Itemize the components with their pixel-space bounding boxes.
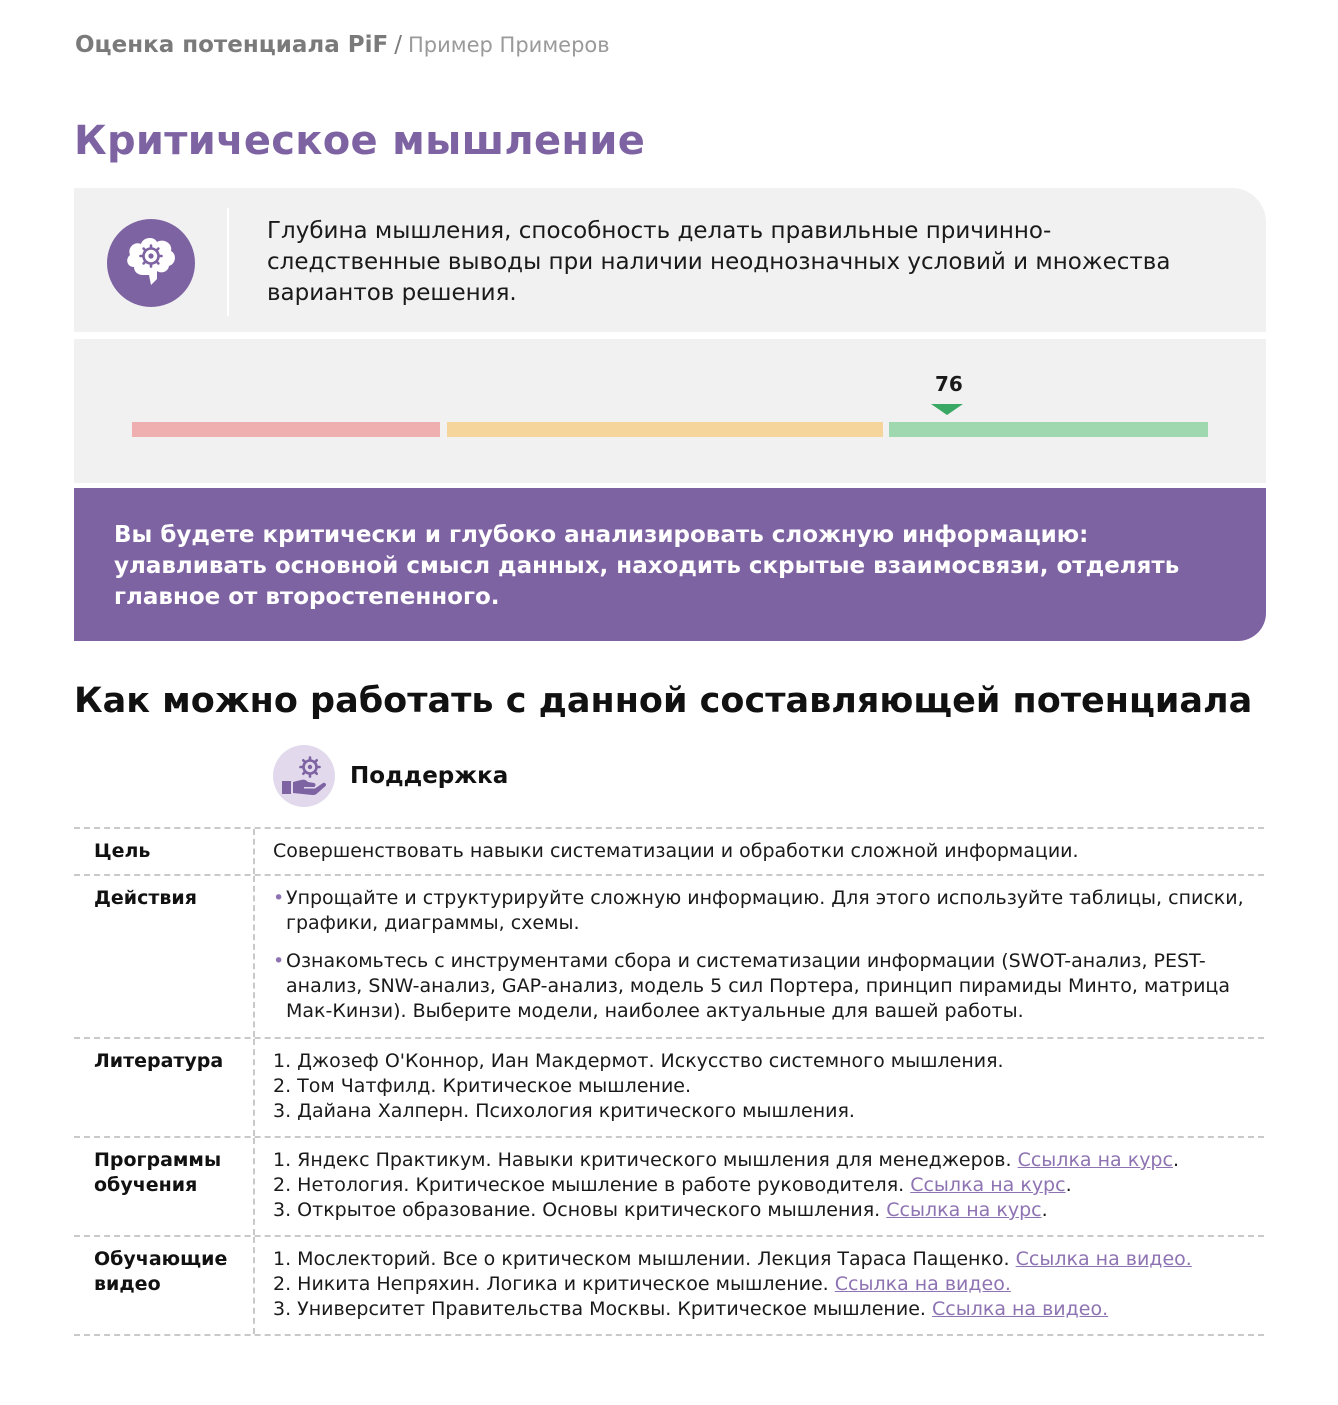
scale-segment-medium [447,422,883,437]
recommendations-table [74,827,1264,1336]
punctuation: . [1172,1149,1179,1171]
program-text: 3. Открытое образование. Основы критического мышления. [273,1199,887,1221]
row-label: Программы обучения [94,1149,222,1196]
video-text: 1. Мослекторий. Все о критическом мышлении. Лекция Тараса Пащенко. [273,1248,1016,1270]
row-label: Действия [94,887,197,909]
video-text: 2. Никита Непряхин. Логика и критическое мышление. [273,1273,835,1295]
column-divider [253,1237,255,1334]
breadcrumb [75,32,610,58]
support-label: Поддержка [350,763,509,789]
hand-gear-icon [273,745,335,807]
video-link[interactable]: Ссылка на видео. [1015,1248,1192,1270]
course-link[interactable]: Ссылка на курс [1017,1149,1173,1171]
description-divider [227,208,229,316]
list-item [273,1173,1248,1198]
list-item [273,886,1248,936]
course-link[interactable]: Ссылка на курс [886,1199,1042,1221]
column-divider [253,876,255,1037]
videos-list [273,1247,1248,1322]
table-row-videos [74,1235,1264,1336]
row-label: Цель [94,840,151,862]
list-item [273,949,1248,1024]
actions-list [273,886,1248,1024]
list-item [273,1247,1248,1272]
scale-segment-high [889,422,1208,437]
score-marker [931,404,963,415]
column-divider [253,829,255,874]
video-link[interactable]: Ссылка на видео. [834,1273,1011,1295]
column-divider [253,1039,255,1136]
result-box [74,488,1266,641]
list-item: 1. Джозеф О'Коннор, Иан Макдермот. Искусство системного мышления. [273,1050,1004,1072]
section-title: Как можно работать с данной составляющей потенциала [74,681,1253,721]
list-item [273,1297,1248,1322]
goal-text: Совершенствовать навыки систематизации и обработки сложной информации. [273,840,1079,862]
brain-gear-icon [107,219,195,307]
description-card [74,188,1266,332]
list-item: 2. Том Чатфилд. Критическое мышление. [273,1075,692,1097]
scale-segment-low [132,422,440,437]
list-item [273,1198,1248,1223]
list-item [273,1272,1248,1297]
row-label: Обучающие видео [94,1248,228,1295]
program-text: 2. Нетология. Критическое мышление в работе руководителя. [273,1174,911,1196]
person-name: Пример Примеров [408,33,610,57]
result-text: Вы будете критически и глубоко анализировать сложную информацию: улавливать основной смысл данных, находить скрытые взаимосвязи, отделять главное от второстепенного. [114,522,1180,610]
bullet-icon: • [273,950,285,972]
score-card [74,339,1266,483]
action-text: Упрощайте и структурируйте сложную информацию. Для этого используйте таблицы, списки, графики, диаграммы, схемы. [286,887,1244,934]
video-link[interactable]: Ссылка на видео. [931,1298,1109,1320]
page-title: Критическое мышление [74,118,646,164]
score-value: 76 [935,372,963,396]
program-text: 1. Яндекс Практикум. Навыки критического мышления для менеджеров. [273,1149,1018,1171]
action-text: Ознакомьтесь с инструментами сбора и систематизации информации (SWOT-анализ, PEST-анализ, SNW-анализ, GAP-анализ, модель 5 сил Портера, принцип пирамиды Минто, матрица Мак-Кинзи). Выберите модели, наиболее актуальные для вашей работы. [286,950,1230,1022]
column-divider [253,1138,255,1235]
programs-list [273,1148,1248,1223]
punctuation: . [1065,1174,1072,1196]
literature-list [273,1049,1248,1124]
report-title: Оценка потенциала PiF [75,32,389,58]
list-item [273,1148,1248,1173]
table-row-goal [74,827,1264,874]
table-row-literature [74,1037,1264,1136]
punctuation: . [1041,1199,1048,1221]
bullet-icon: • [273,887,285,909]
breadcrumb-separator: / [394,32,403,58]
course-link[interactable]: Ссылка на курс [910,1174,1066,1196]
competency-description: Глубина мышления, способность делать правильные причинно-следственные выводы при наличии неоднозначных условий и множества вариантов решения. [267,218,1171,306]
list-item: 3. Дайана Халперн. Психология критического мышления. [273,1100,855,1122]
table-row-programs [74,1136,1264,1235]
table-row-actions [74,874,1264,1037]
row-label: Литература [94,1050,224,1072]
video-text: 3. Университет Правительства Москвы. Критическое мышление. [273,1298,932,1320]
